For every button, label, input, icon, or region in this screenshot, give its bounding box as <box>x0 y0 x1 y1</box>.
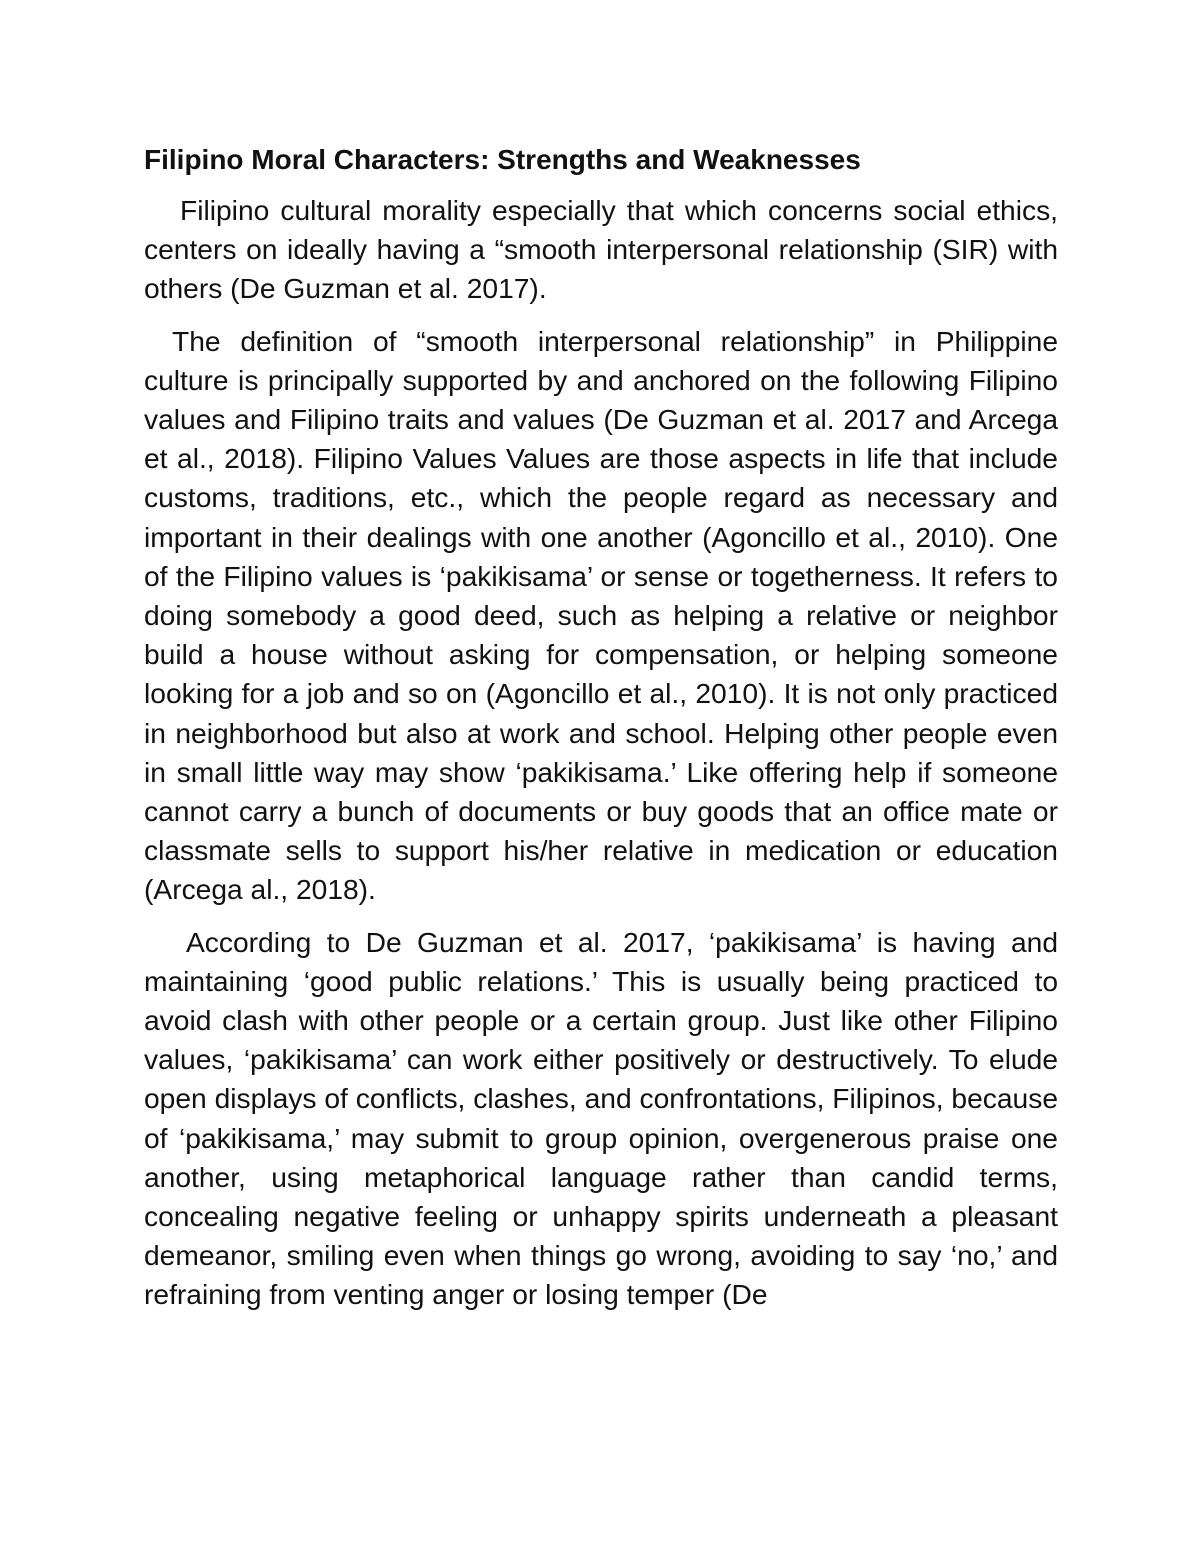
paragraph-pakikisama: According to De Guzman et al. 2017, ‘pakikisama’ is having and maintaining ‘good public relations.’ This is usually being practiced to avoid clash with other people or a certain group. Just like other Filipino values, ‘pakikisama’ can work either positively or destructively. To elude open displays of conflicts, clashes, and confrontations, Filipinos, because of ‘pakikisama,’ may submit to group opinion, overgenerous praise one another, using metaphorical language rather than candid terms, concealing negative feeling or unhappy spirits underneath a pleasant demeanor, smiling even when things go wrong, avoiding to say ‘no,’ and refraining from venting anger or losing temper (De <box>144 925 1058 1311</box>
document-title: Filipino Moral Characters: Strengths and Weaknesses <box>144 144 861 175</box>
paragraph-social-ethics: Filipino cultural morality especially that which concerns social ethics, centers on ideally having a “smooth interpersonal relationship (SIR) with others (De Guzman et al. 2017). <box>144 194 1058 305</box>
document-body <box>144 140 1058 1328</box>
paragraph-sir-definition: The definition of “smooth interpersonal relationship” in Philippine culture is principally supported by and anchored on the following Filipino values and Filipino traits and values (De Guzman et al. 2017 and Arcega et al., 2018). Filipino Values Values are those aspects in life that include customs, traditions, etc., which the people regard as necessary and important in their dealings with one another (Agoncillo et al., 2010). One of the Filipino values is ‘pakikisama’ or sense or togetherness. It refers to doing somebody a good deed, such as helping a relative or neighbor build a house without asking for compensation, or helping someone looking for a job and so on (Agoncillo et al., 2010). It is not only practiced in neighborhood but also at work and school. Helping other people even in small little way may show ‘pakikisama.’ Like offering help if someone cannot carry a bunch of documents or buy goods that an office mate or classmate sells to support his/her relative in medication or education (Arcega al., 2018). <box>144 324 1058 906</box>
